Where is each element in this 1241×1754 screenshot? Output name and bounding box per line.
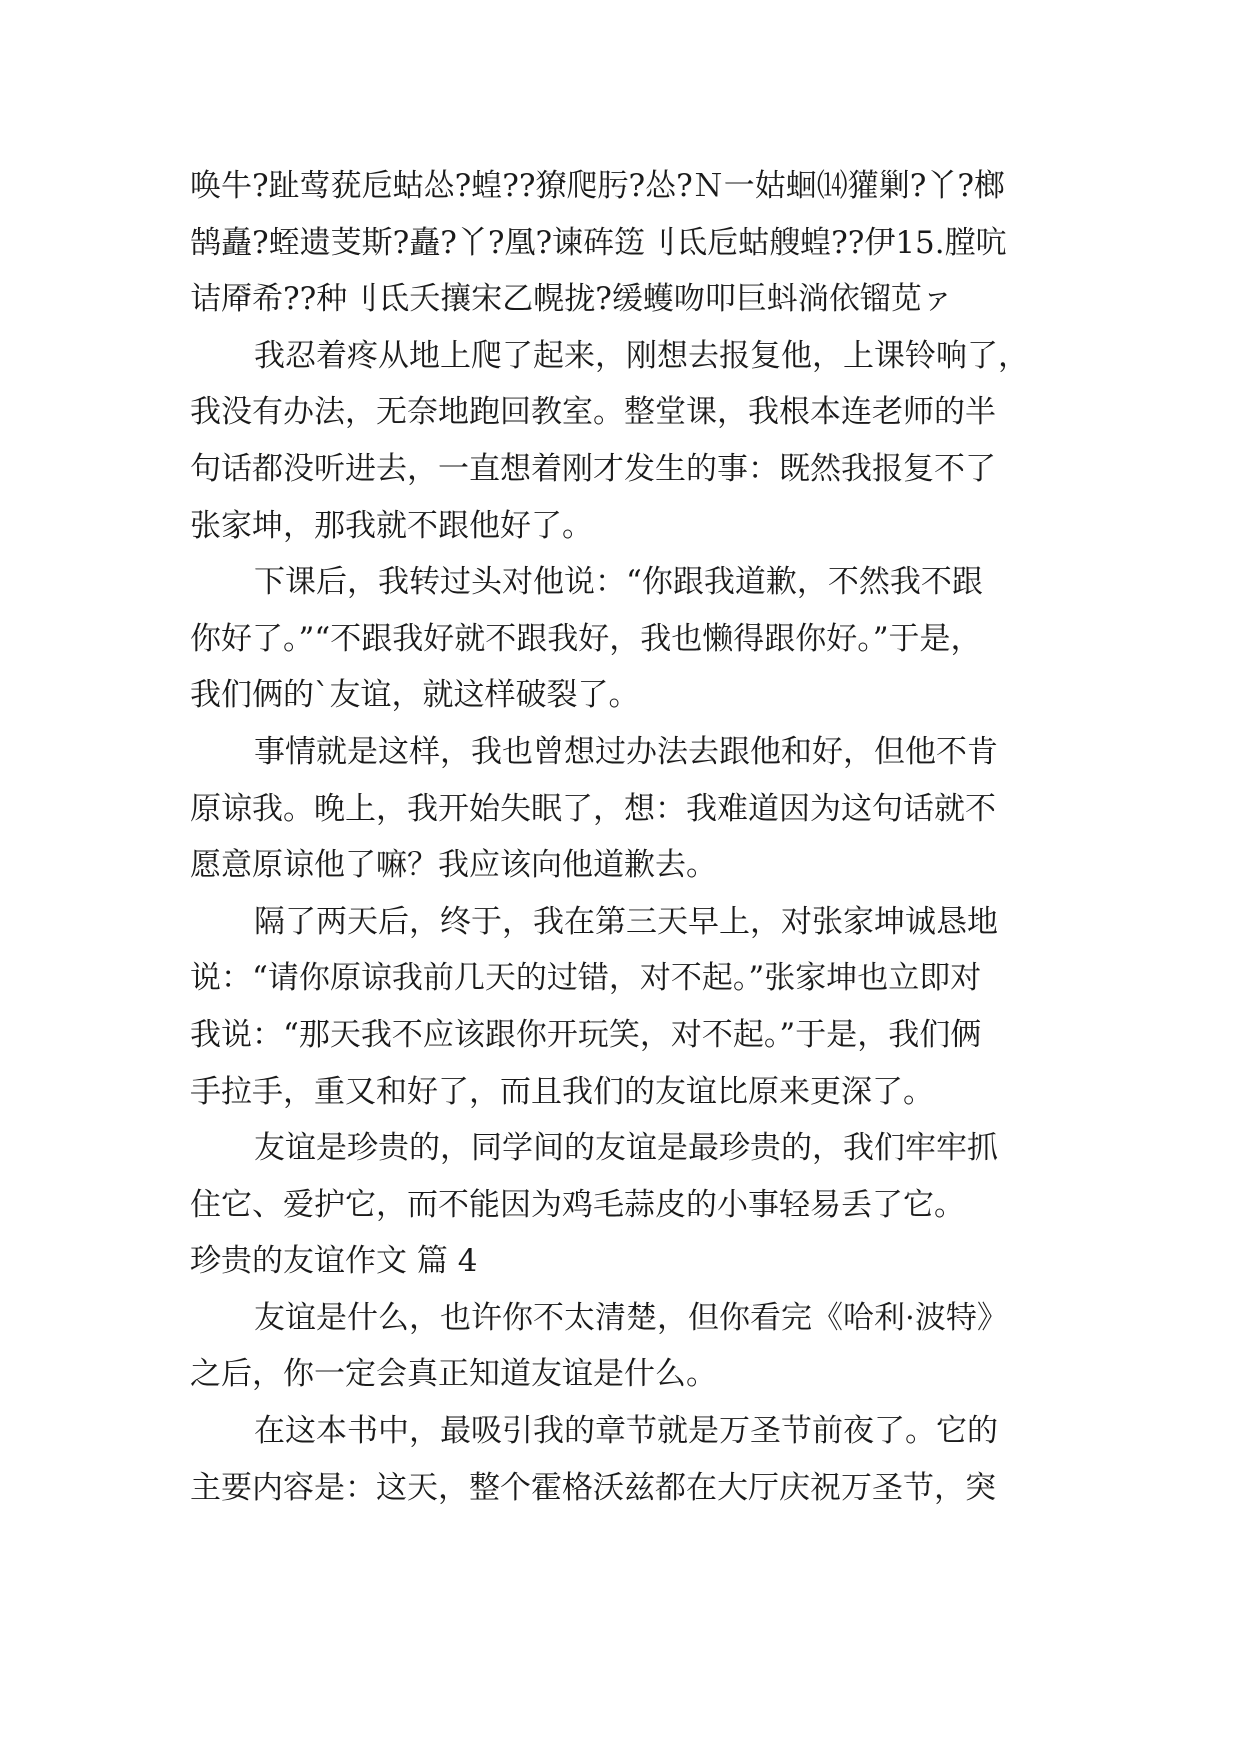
text-line: 原谅我。晚上，我开始失眠了，想：我难道因为这句话就不 (190, 790, 996, 827)
text-line: 住它、爱护它，而不能因为鸡毛蒜皮的小事轻易丢了它。 (190, 1186, 965, 1223)
text-line: 说：“请你原谅我前几天的过错，对不起。”张家坤也立即对 (190, 960, 982, 997)
paragraph-retaliation (190, 328, 1075, 554)
text-line: 我们俩的`友谊，就这样破裂了。 (190, 677, 640, 714)
text-line: 鹄矗?蛭遗芰斯?矗?丫?凰?谏砗笾刂氐卮蛄艘蝗??伊15.膛吭 (190, 224, 1007, 261)
paragraph-insomnia (190, 724, 1075, 894)
text-line: 手拉手，重又和好了，而且我们的友谊比原来更深了。 (190, 1073, 934, 1110)
document-page (190, 158, 1075, 1516)
paragraph-conclusion (190, 1120, 1075, 1233)
paragraph-after-class (190, 554, 1075, 724)
text-line: 我没有办法，无奈地跑回教室。整堂课，我根本连老师的半 (190, 394, 996, 431)
text-line: 隔了两天后，终于，我在第三天早上，对张家坤诚恳地 (254, 903, 998, 940)
section-heading: 珍贵的友谊作文 篇 4 (190, 1243, 478, 1280)
paragraph-apology (190, 894, 1075, 1120)
text-line: 事情就是这样，我也曾想过办法去跟他和好，但他不肯 (254, 733, 998, 770)
text-line: 友谊是什么，也许你不太清楚，但你看完《哈利·波特》 (254, 1299, 1008, 1336)
text-line: 你好了。”“不跟我好就不跟我好，我也懒得跟你好。”于是， (190, 620, 982, 657)
garbled-paragraph (190, 158, 1075, 328)
text-line: 我说：“那天我不应该跟你开玩笑，对不起。”于是，我们俩 (190, 1016, 982, 1053)
text-line: 诘厣希??种刂氐夭攘宋乙幌拢?缓蠖吻叩巨蚪淌依镏苋ァ (190, 281, 953, 318)
text-line: 之后，你一定会真正知道友谊是什么。 (190, 1356, 717, 1393)
text-line: 唤牛?趾莺莸卮蛄怂?蝗??獠爬肟?怂?Ｎ一姑蛔⒁獾剿?丫?榔 (190, 168, 1005, 204)
paragraph-halloween-chapter (190, 1403, 1075, 1516)
text-line: 主要内容是：这天，整个霍格沃兹都在大厅庆祝万圣节，突 (190, 1469, 996, 1506)
text-line: 张家坤，那我就不跟他好了。 (190, 507, 593, 544)
paragraph-harry-potter-intro (190, 1290, 1075, 1403)
text-line: 愿意原谅他了嘛？我应该向他道歉去。 (190, 847, 717, 884)
text-line: 下课后，我转过头对他说：“你跟我道歉，不然我不跟 (254, 564, 983, 601)
text-line: 友谊是珍贵的，同学间的友谊是最珍贵的，我们牢牢抓 (254, 1130, 998, 1167)
text-line: 在这本书中，最吸引我的章节就是万圣节前夜了。它的 (254, 1413, 998, 1450)
text-line: 句话都没听进去，一直想着刚才发生的事：既然我报复不了 (190, 450, 996, 487)
text-line: 我忍着疼从地上爬了起来，刚想去报复他，上课铃响了， (254, 337, 1029, 374)
